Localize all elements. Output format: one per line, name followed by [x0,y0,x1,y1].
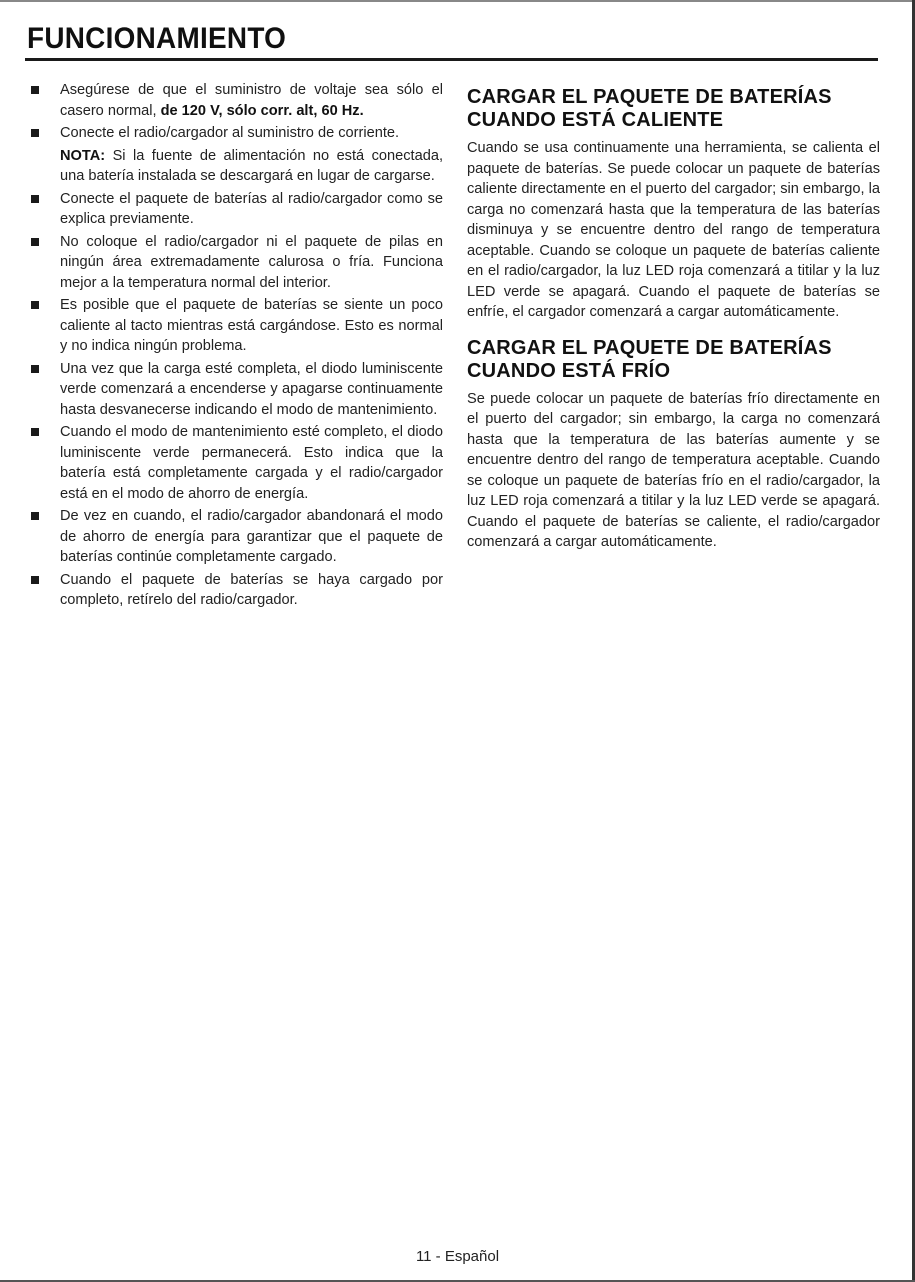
list-item [30,570,443,611]
list-item [30,295,443,357]
note-paragraph [30,146,443,187]
title-underline [25,58,878,61]
bullet-square-icon [31,301,39,309]
right-column [467,86,880,567]
bullet-square-icon [31,238,39,246]
page-number: 11 - Español [415,1248,500,1265]
section-body-hot-battery: Cuando se usa continuamente una herramienta, se calienta el paquete de baterías. Se puede colocar un paquete de baterías caliente directamente en el puerto del cargador; sin embargo, la carga no comenzará hasta que la temperatura de las baterías disminuya y se encuentre dentro del rango de temperatura aceptable. Cuando se coloque un paquete de baterías caliente en el radio/cargador, la luz LED roja comenzará a titilar y la luz LED verde se apagará. Cuando el paquete de baterías se enfríe, el cargador comenzará a cargar automáticamente. [467,140,880,320]
list-item [30,506,443,568]
note-text: Si la fuente de alimentación no está conectada, una batería instalada se descargará en lugar de cargarse. [60,147,443,184]
bullet-square-icon [31,86,39,94]
bullet-square-icon [31,195,39,203]
instruction-list [30,189,443,611]
list-item [30,80,443,121]
list-item [30,359,443,421]
list-item [30,422,443,504]
section-heading-cold-battery: CARGAR EL PAQUETE DE BATERÍAS CUANDO ESTÁ FRÍO [467,336,832,382]
page-top-edge [0,0,915,2]
item-text: De vez en cuando, el radio/cargador abandonará el modo de ahorro de energía para garantizar que el paquete de baterías continúe completamente cargado. [60,508,443,565]
left-column [30,80,443,613]
bullet-square-icon [31,428,39,436]
list-item [30,232,443,294]
list-item [30,123,443,144]
item-text: Cuando el paquete de baterías se haya cargado por completo, retírelo del radio/cargador. [60,571,443,608]
page-title: FUNCIONAMIENTO [27,22,287,55]
bullet-square-icon [31,576,39,584]
item-text: Conecte el paquete de baterías al radio/cargador como se explica previamente. [60,190,443,227]
note-label: NOTA: [60,147,106,164]
item-text: No coloque el radio/cargador ni el paquete de pilas en ningún área extremadamente calurosa o fría. Funciona mejor a la temperatura normal del interior. [60,233,443,291]
bullet-square-icon [31,512,39,520]
item-emphasis: de 120 V, sólo corr. alt, 60 Hz. [160,102,364,119]
item-text: Cuando el modo de mantenimiento esté completo, el diodo luminiscente verde permanecerá. Esto indica que la batería está completamente cargada y el radio/cargador está en el modo de ahorro de energía. [60,424,443,502]
item-text: Conecte el radio/cargador al suministro de corriente. [60,125,400,141]
instruction-list [30,80,443,144]
item-text: Una vez que la carga esté completa, el diodo luminiscente verde comenzará a encenderse y apagarse continuamente hasta desvanecerse indicando el modo de mantenimiento. [60,360,443,418]
section-body-cold-battery: Se puede colocar un paquete de baterías frío directamente en el puerto del cargador; sin embargo, la carga no comenzará hasta que la temperatura de las baterías aumente y se encuentre dentro del rango de temperatura aceptable. Cuando se coloque un paquete de baterías frío en el radio/cargador, la luz LED roja comenzará a titilar y la luz LED verde se apagará. Cuando el paquete de baterías se caliente, el radio/cargador comenzará a cargar automáticamente. [467,390,880,550]
item-text: Asegúrese de que el suministro de voltaje sea sólo el casero normal, [60,82,443,119]
bullet-square-icon [31,129,39,137]
section-heading-hot-battery: CARGAR EL PAQUETE DE BATERÍAS CUANDO ESTÁ CALIENTE [467,86,832,131]
bullet-square-icon [31,365,39,373]
item-text: Es posible que el paquete de baterías se siente un poco caliente al tacto mientras está cargándose. Esto es normal y no indica ningún problema. [60,297,443,354]
list-item [30,189,443,230]
